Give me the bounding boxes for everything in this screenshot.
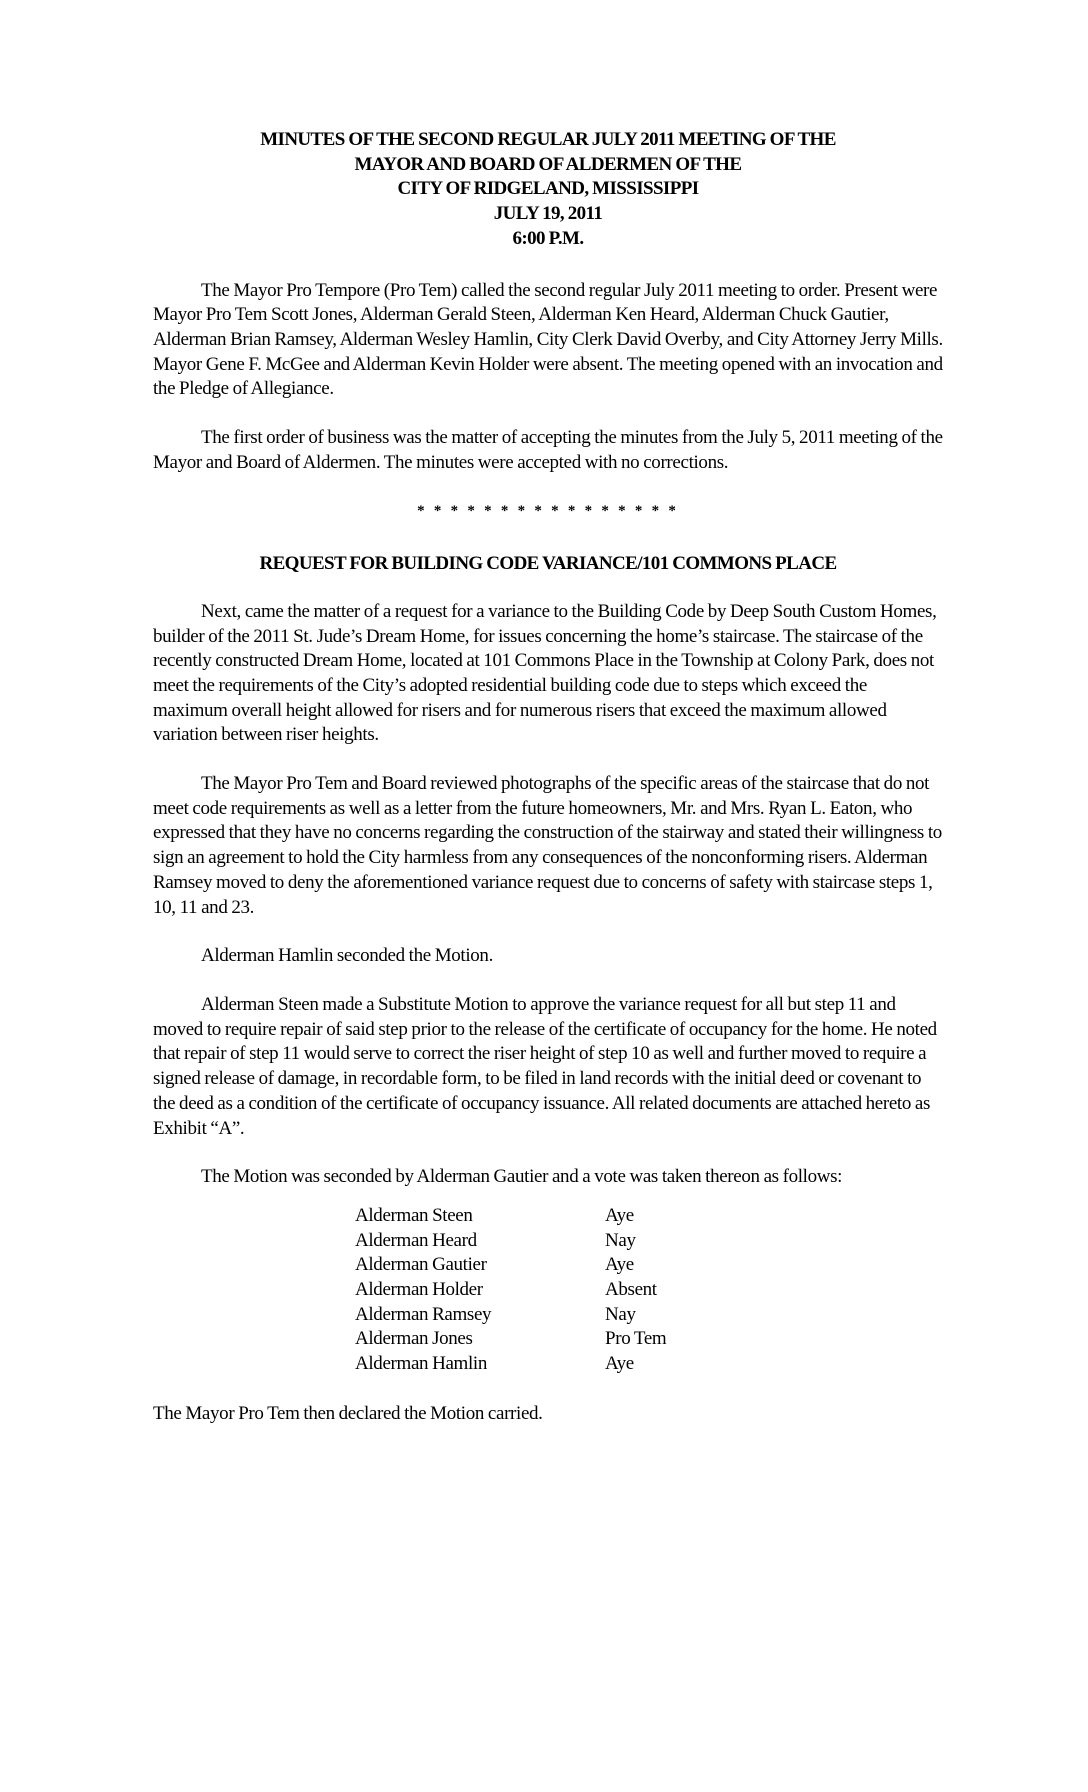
- vote-member: Alderman Steen: [355, 1204, 473, 1226]
- vote-value: Nay: [605, 1303, 636, 1325]
- vote-member: Alderman Gautier: [355, 1254, 487, 1276]
- vote-row: [355, 1352, 666, 1377]
- second-motion-paragraph: Alderman Hamlin seconded the Motion.: [201, 945, 493, 967]
- title-line: CITY OF RIDGELAND, MISSISSIPPI: [397, 178, 699, 200]
- document-page: [153, 128, 943, 1451]
- variance-request-paragraph: Next, came the matter of a request for a variance to the Building Code by Deep South Custom Homes, builder of the 2011 St. Jude’s Dream Home, for issues concerning the home’s staircase. The staircase of the recently constructed Dream Home, located at 101 Commons Place in the Township at Colony Park, does not meet the requirements of the City’s adopted residential building code due to steps which exceed the maximum overall height allowed for risers and for numerous risers that exceed the maximum allowed variation between riser heights.: [153, 600, 937, 746]
- opening-paragraph: The Mayor Pro Tempore (Pro Tem) called the second regular July 2011 meeting to order. Present were Mayor Pro Tem Scott Jones, Alderman Gerald Steen, Alderman Ken Heard, Alderman Chuck Gautier, Alderman Brian Ramsey, Alderman Wesley Hamlin, City Clerk David Overby, and City Attorney Jerry Mills. Mayor Gene F. McGee and Alderman Kevin Holder were absent. The meeting opened with an invocation and the Pledge of Allegiance.: [153, 279, 943, 400]
- meeting-time: 6:00 P.M.: [512, 227, 584, 249]
- vote-row: [355, 1253, 666, 1278]
- vote-value: Aye: [605, 1204, 634, 1226]
- vote-value: Nay: [605, 1229, 636, 1251]
- minutes-approval-paragraph: The first order of business was the matter of accepting the minutes from the July 5, 2011 meeting of the Mayor and Board of Aldermen. The minutes were accepted with no corrections.: [153, 427, 943, 473]
- title-line: MAYOR AND BOARD OF ALDERMEN OF THE: [354, 153, 742, 175]
- vote-value: Aye: [605, 1254, 634, 1276]
- meeting-date: JULY 19, 2011: [493, 203, 603, 225]
- vote-member: Alderman Ramsey: [355, 1303, 492, 1325]
- substitute-motion-paragraph: Alderman Steen made a Substitute Motion to approve the variance request for all but step 11 and moved to require repair of said step prior to the release of the certificate of occupancy for the home. He noted that repair of step 11 would serve to correct the riser height of step 10 as well and further moved to require a signed release of damage, in recordable form, to be filed in land records with the initial deed or covenant to the deed as a condition of the certificate of occupancy issuance. All related documents are attached hereto as Exhibit “A”.: [153, 993, 937, 1139]
- vote-table: [355, 1204, 666, 1377]
- section-separator: * * * * * * * * * * * * * * * *: [417, 503, 679, 520]
- vote-value: Absent: [605, 1279, 657, 1301]
- board-review-paragraph: The Mayor Pro Tem and Board reviewed photographs of the specific areas of the staircase that do not meet code requirements as well as a letter from the future homeowners, Mr. and Mrs. Ryan L. Eaton, who expressed that they have no concerns regarding the construction of the stairway and stated their willingness to sign an agreement to hold the City harmless from any consequences of the nonconforming risers. Alderman Ramsey moved to deny the aforementioned variance request due to concerns of safety with staircase steps 1, 10, 11 and 23.: [153, 773, 942, 918]
- vote-row: [355, 1327, 666, 1352]
- title-line: MINUTES OF THE SECOND REGULAR JULY 2011 MEETING OF THE: [260, 129, 836, 150]
- vote-row: [355, 1278, 666, 1303]
- vote-value: Pro Tem: [605, 1328, 667, 1350]
- vote-member: Alderman Hamlin: [355, 1353, 487, 1375]
- conclusion-paragraph: The Mayor Pro Tem then declared the Motion carried.: [153, 1402, 543, 1424]
- vote-row: [355, 1303, 666, 1328]
- vote-member: Alderman Heard: [355, 1229, 477, 1251]
- vote-member: Alderman Jones: [355, 1328, 473, 1350]
- vote-row: [355, 1204, 666, 1229]
- section-heading: REQUEST FOR BUILDING CODE VARIANCE/101 COMMONS PLACE: [259, 553, 837, 575]
- document-title: [153, 128, 943, 252]
- vote-intro-paragraph: The Motion was seconded by Alderman Gautier and a vote was taken thereon as follows:: [201, 1166, 843, 1188]
- vote-row: [355, 1229, 666, 1254]
- vote-value: Aye: [605, 1353, 634, 1375]
- vote-member: Alderman Holder: [355, 1279, 483, 1301]
